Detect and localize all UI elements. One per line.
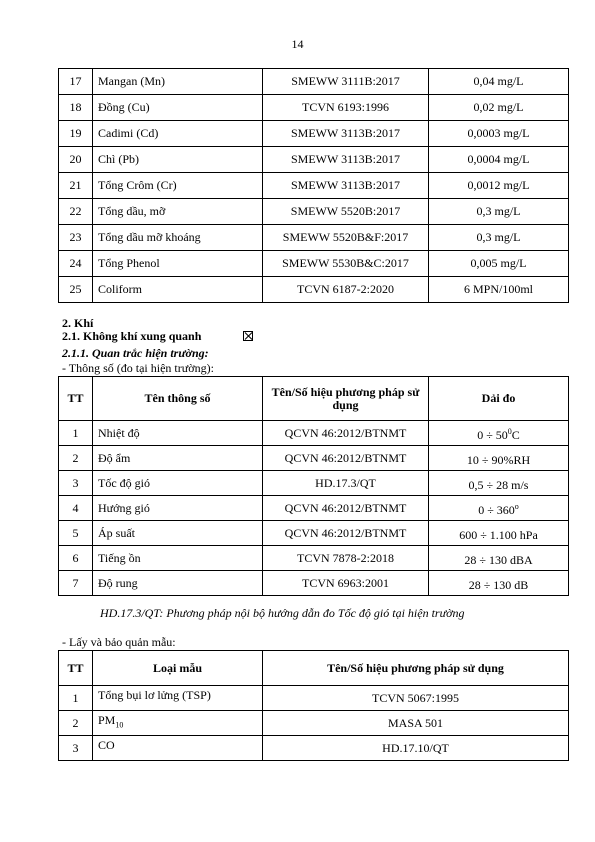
measurement-range <box>429 571 569 596</box>
parameter-name: Mangan (Mn) <box>93 69 263 95</box>
parameter-name: Đồng (Cu) <box>93 95 263 121</box>
row-number: 3 <box>59 471 93 496</box>
method-code: TCVN 6963:2001 <box>263 571 429 596</box>
row-number: 17 <box>59 69 93 95</box>
table-row <box>59 147 569 173</box>
sample-type <box>93 686 263 711</box>
row-number: 6 <box>59 546 93 571</box>
method-code: QCVN 46:2012/BTNMT <box>263 496 429 521</box>
field-measurement-table <box>58 376 569 596</box>
header-type: Loại mẫu <box>93 651 263 686</box>
page-number: 14 <box>291 37 304 51</box>
parameter-name: Tổng dầu mỡ khoáng <box>93 225 263 251</box>
table-row <box>59 199 569 225</box>
sample-type-label: PM <box>98 713 116 728</box>
table-row <box>59 421 569 446</box>
method-code: SMEWW 5520B&F:2017 <box>263 225 429 251</box>
metals-table <box>58 68 569 303</box>
subsection-heading: 2.1. Không khí xung quanh <box>62 329 202 343</box>
range-value: 10 ÷ 90%RH <box>466 452 531 467</box>
sampling-intro: - Lấy và bảo quản mẫu: <box>62 635 176 649</box>
row-number: 2 <box>59 446 93 471</box>
parameter-name: Áp suất <box>93 521 263 546</box>
method-code: TCVN 6193:1996 <box>263 95 429 121</box>
range-unit: C <box>511 427 520 442</box>
field-note: HD.17.3/QT: Phương pháp nội bộ hướng dẫn đo Tốc độ gió tại hiện trường <box>100 606 465 620</box>
measurement-range <box>429 546 569 571</box>
method-code: QCVN 46:2012/BTNMT <box>263 421 429 446</box>
parameter-name: Độ ẩm <box>93 446 263 471</box>
method-code: SMEWW 3113B:2017 <box>263 173 429 199</box>
table-row <box>59 251 569 277</box>
table-row <box>59 95 569 121</box>
parameter-name: Tổng Crôm (Cr) <box>93 173 263 199</box>
table-row <box>59 471 569 496</box>
method-code: SMEWW 5520B:2017 <box>263 199 429 225</box>
method-code: MASA 501 <box>263 711 569 736</box>
table-row <box>59 686 569 711</box>
subsubsection-heading: 2.1.1. Quan trắc hiện trường: <box>62 346 209 360</box>
detection-limit: 0,005 mg/L <box>429 251 569 277</box>
parameter-name: Hướng gió <box>93 496 263 521</box>
row-number: 21 <box>59 173 93 199</box>
method-code: QCVN 46:2012/BTNMT <box>263 521 429 546</box>
detection-limit: 0,0012 mg/L <box>429 173 569 199</box>
method-code: TCVN 5067:1995 <box>263 686 569 711</box>
header-name: Tên thông số <box>93 377 263 421</box>
table-row <box>59 571 569 596</box>
parameter-name: Coliform <box>93 277 263 303</box>
table-row <box>59 446 569 471</box>
subsection-row <box>62 330 253 343</box>
range-value: 0,5 ÷ 28 m/s <box>468 477 529 492</box>
range-value: 28 ÷ 130 dBA <box>464 552 533 567</box>
row-number: 4 <box>59 496 93 521</box>
parameter-name: Tổng Phenol <box>93 251 263 277</box>
method-code: SMEWW 3113B:2017 <box>263 147 429 173</box>
method-code: SMEWW 5530B&C:2017 <box>263 251 429 277</box>
row-number: 2 <box>59 711 93 736</box>
row-number: 24 <box>59 251 93 277</box>
detection-limit: 0,0003 mg/L <box>429 121 569 147</box>
header-method: Tên/Số hiệu phương pháp sử dụng <box>263 651 569 686</box>
detection-limit: 0,02 mg/L <box>429 95 569 121</box>
row-number: 18 <box>59 95 93 121</box>
table-row <box>59 496 569 521</box>
method-code: TCVN 7878-2:2018 <box>263 546 429 571</box>
checked-checkbox-icon[interactable] <box>243 331 253 341</box>
method-code: HD.17.10/QT <box>263 736 569 761</box>
method-code: SMEWW 3113B:2017 <box>263 121 429 147</box>
parameter-name: Tổng dầu, mỡ <box>93 199 263 225</box>
method-code: QCVN 46:2012/BTNMT <box>263 446 429 471</box>
row-number: 5 <box>59 521 93 546</box>
row-number: 25 <box>59 277 93 303</box>
measurement-range <box>429 521 569 546</box>
table-row <box>59 711 569 736</box>
row-number: 1 <box>59 686 93 711</box>
sampling-table <box>58 650 569 761</box>
parameter-name: Cadimi (Cd) <box>93 121 263 147</box>
measurement-range <box>429 471 569 496</box>
row-number: 23 <box>59 225 93 251</box>
sample-type <box>93 711 263 736</box>
params-intro: - Thông số (đo tại hiện trường): <box>62 361 214 375</box>
row-number: 22 <box>59 199 93 225</box>
header-tt: TT <box>59 377 93 421</box>
row-number: 19 <box>59 121 93 147</box>
row-number: 3 <box>59 736 93 761</box>
range-value: 28 ÷ 130 dB <box>468 577 529 592</box>
table-row <box>59 736 569 761</box>
range-value: 600 ÷ 1.100 hPa <box>459 527 538 542</box>
row-number: 20 <box>59 147 93 173</box>
measurement-range <box>429 421 569 446</box>
method-code: TCVN 6187-2:2020 <box>263 277 429 303</box>
parameter-name: Tốc độ gió <box>93 471 263 496</box>
measurement-range <box>429 446 569 471</box>
sample-type-subscript: 10 <box>115 720 124 730</box>
range-value: 0 ÷ 50 <box>477 427 508 442</box>
row-number: 7 <box>59 571 93 596</box>
range-value: 0 ÷ 360 <box>478 502 515 517</box>
method-code: HD.17.3/QT <box>263 471 429 496</box>
table-row <box>59 521 569 546</box>
parameter-name: Chì (Pb) <box>93 147 263 173</box>
table-row <box>59 173 569 199</box>
row-number: 1 <box>59 421 93 446</box>
table-row <box>59 546 569 571</box>
detection-limit: 0,3 mg/L <box>429 199 569 225</box>
table-header-row <box>59 651 569 686</box>
header-method: Tên/Số hiệu phương pháp sử dụng <box>263 377 429 421</box>
sample-type-label: CO <box>98 738 115 753</box>
detection-limit: 0,0004 mg/L <box>429 147 569 173</box>
sample-type <box>93 736 263 761</box>
sample-type-label: Tổng bụi lơ lửng (TSP) <box>98 688 211 703</box>
table-row <box>59 225 569 251</box>
header-tt: TT <box>59 651 93 686</box>
range-superscript: 0 <box>507 426 512 436</box>
header-range: Dải đo <box>429 377 569 421</box>
parameter-name: Tiếng ồn <box>93 546 263 571</box>
section-heading: 2. Khí <box>62 316 94 330</box>
parameter-name: Nhiệt độ <box>93 421 263 446</box>
table-header-row <box>59 377 569 421</box>
table-row <box>59 69 569 95</box>
table-row <box>59 277 569 303</box>
detection-limit: 0,3 mg/L <box>429 225 569 251</box>
detection-limit: 0,04 mg/L <box>429 69 569 95</box>
range-superscript: o <box>514 501 519 511</box>
table-row <box>59 121 569 147</box>
method-code: SMEWW 3111B:2017 <box>263 69 429 95</box>
detection-limit: 6 MPN/100ml <box>429 277 569 303</box>
parameter-name: Độ rung <box>93 571 263 596</box>
measurement-range <box>429 496 569 521</box>
